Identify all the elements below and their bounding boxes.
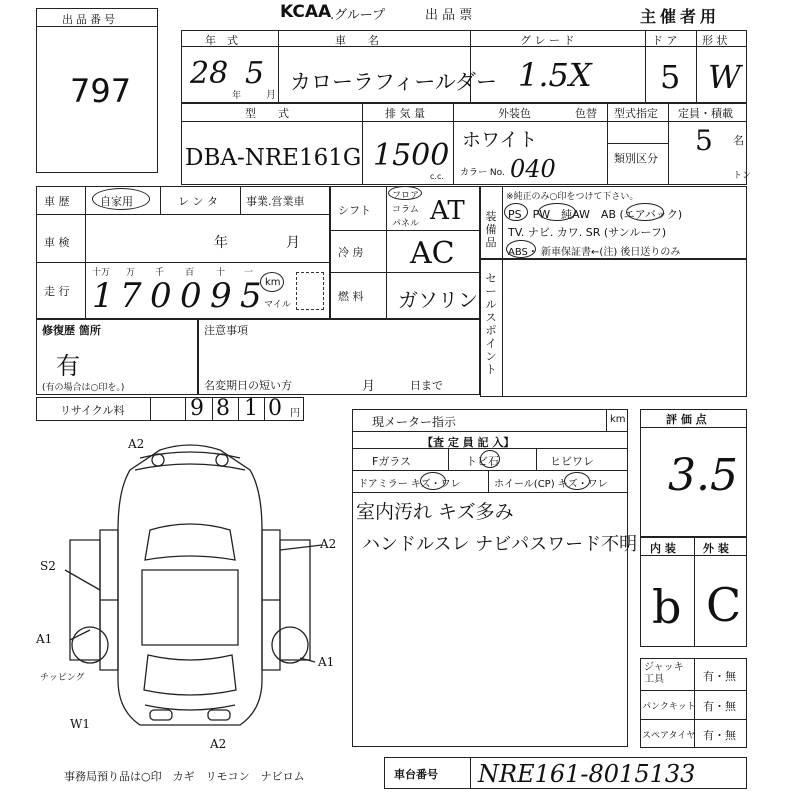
inspection-year-unit: 年 xyxy=(214,235,228,251)
digit-label-3: 百 xyxy=(185,268,195,278)
digit-label-2: 千 xyxy=(155,268,165,278)
mileage-digit-3: 0 xyxy=(180,276,202,316)
chassis-value: NRE161-8015133 xyxy=(478,760,696,788)
digit-label-0: 十万 xyxy=(92,268,111,278)
ab-circle xyxy=(626,203,664,221)
chassis-label: 車台番号 xyxy=(394,768,438,781)
recycle-digit-3: 0 xyxy=(268,396,282,421)
wheel-label: ホイール(CP) キズ・ワレ xyxy=(494,479,608,490)
mileage-digit-4: 9 xyxy=(210,276,232,316)
business-use: 事業.営業車 xyxy=(246,195,305,208)
short-period-label: 名変期日の短い方 xyxy=(204,379,292,392)
puncture-label: パンクキット xyxy=(642,702,696,712)
slip-title: 出 品 票 xyxy=(425,8,473,23)
digit-label-1: 万 xyxy=(126,268,136,278)
inspector-comment-1: 室内汚れ キズ多み xyxy=(356,501,514,523)
fuel-label: 燃 料 xyxy=(338,290,364,303)
car-name-label: 車 名 xyxy=(335,34,379,47)
equipment-label: 装備品 xyxy=(485,210,497,249)
model-value: DBA-NRE161G xyxy=(185,145,362,171)
inspector-title: 【査 定 員 記 入】 xyxy=(422,436,515,449)
color-no-value: 040 xyxy=(510,155,556,183)
shape-label: 形 状 xyxy=(702,34,728,47)
ac-value: AC xyxy=(410,236,455,271)
inspector-comment-2: ハンドルスレ ナビパスワード不明 xyxy=(362,534,638,555)
ps-circle xyxy=(504,203,528,221)
mark-bottom-left: W1 xyxy=(70,717,90,731)
shift-label: シフト xyxy=(338,204,371,217)
repair-value: 有 xyxy=(56,352,80,380)
mileage-digit-5: 5 xyxy=(240,276,262,316)
equipment-note: ※純正のみ○印をつけて下さい。 xyxy=(506,192,639,202)
sales-point-block xyxy=(480,259,747,397)
jack-answer: 有・無 xyxy=(703,670,736,683)
meter-unit: km xyxy=(610,414,626,425)
own-use: 自家用 xyxy=(100,195,133,208)
grade-label: グ レ ー ド xyxy=(520,34,575,47)
pw-circle xyxy=(538,203,576,221)
exterior-label: 外 装 xyxy=(703,542,729,555)
floor-circle xyxy=(388,186,422,200)
wheel-scratch-circle xyxy=(564,472,590,490)
km-label: km xyxy=(265,277,281,288)
mark-rear: A2 xyxy=(210,737,227,750)
model-label: 型 式 xyxy=(245,107,289,120)
ton-unit: トン xyxy=(733,171,752,181)
type-designation-label: 型式指定 xyxy=(614,107,658,120)
displacement-label: 排 気 量 xyxy=(385,107,425,120)
door-label: ド ア xyxy=(652,34,678,47)
equipment-line3: ABS・ 新車保証書←(注) 後日送りのみ xyxy=(508,247,681,258)
mileage-label: 走 行 xyxy=(44,285,70,298)
mark-front: A2 xyxy=(128,437,145,451)
mirror-scratch-circle xyxy=(420,472,446,490)
repair-note: (有の場合は○印を。) xyxy=(42,383,125,393)
recycle-label: リサイクル料 xyxy=(60,404,125,417)
spare-label: スペアタイヤ xyxy=(642,731,696,741)
year-value: 28 xyxy=(190,56,229,91)
recycle-digit-2: 1 xyxy=(244,396,258,421)
month-value: 5 xyxy=(245,56,265,91)
cc-unit: c.c. xyxy=(430,172,444,181)
shape-value: W xyxy=(708,58,741,96)
front-glass-label: Fガラス xyxy=(372,455,411,468)
shift-panel: パネル xyxy=(392,219,420,229)
shift-floor: フロア xyxy=(392,191,420,201)
mileage-digit-0: 1 xyxy=(92,276,114,316)
interior-label: 内 装 xyxy=(650,542,676,555)
capacity-label: 定員・積載 xyxy=(678,107,733,120)
car-damage-diagram xyxy=(30,430,350,750)
group-label: .グループ xyxy=(330,8,386,23)
lot-number: 797 xyxy=(70,72,132,110)
footer-left: 事務局預り品は○印 カギ リモコン ナビロム xyxy=(64,770,305,783)
recycle-digit-0: 9 xyxy=(190,396,204,421)
mark-left-rear: A1 xyxy=(36,632,53,646)
mileage-digit-1: 7 xyxy=(120,276,142,316)
shift-value: AT xyxy=(430,196,465,226)
recycle-digit-1: 8 xyxy=(216,396,230,421)
equipment-line2: TV. ナビ. カワ. SR (サンルーフ) xyxy=(508,226,667,239)
km-circle xyxy=(260,272,284,292)
ac-label: 冷 房 xyxy=(338,246,364,259)
exterior-value: C xyxy=(706,578,742,632)
interior-value: b xyxy=(652,580,682,634)
jack-label: ジャッキ 工具 xyxy=(644,662,684,685)
capacity-unit: 名 xyxy=(733,134,744,147)
shift-column: コラム xyxy=(392,205,419,215)
mile-box xyxy=(296,272,324,310)
mark-right-front: A2 xyxy=(320,537,337,551)
displacement-value: 1500 xyxy=(373,138,450,173)
door-value: 5 xyxy=(660,58,681,96)
mirror-label: ドアミラー キズ・ワレ xyxy=(358,479,461,490)
digit-label-4: 十 xyxy=(216,268,226,278)
tobi-circle xyxy=(480,450,500,468)
color-value: ホワイト xyxy=(462,129,538,151)
notes-label: 注意事項 xyxy=(204,324,248,337)
brand-logo: KCAA xyxy=(280,2,332,22)
own-use-circle xyxy=(92,188,150,210)
meter-label: 現メーター指示 xyxy=(372,415,457,429)
recycle-unit: 円 xyxy=(290,408,300,419)
rental: レ ン タ xyxy=(178,195,218,208)
equipment-line1: PS PW 純AW AB (エアバック) xyxy=(508,208,683,221)
organizer-label: 主催者用 xyxy=(640,7,721,26)
notes-day: 日まで xyxy=(410,379,443,392)
mark-right-rear: A1 xyxy=(318,655,335,669)
mile-label: マイル xyxy=(264,300,291,310)
grade-value: 1.5X xyxy=(518,56,592,94)
history-label: 車 歴 xyxy=(44,195,70,208)
color-no-label: カラー No. xyxy=(460,168,505,178)
score-label: 評 価 点 xyxy=(666,413,707,426)
mileage-digit-2: 0 xyxy=(150,276,172,316)
repair-label: 修復歴 箇所 xyxy=(42,324,101,337)
puncture-answer: 有・無 xyxy=(703,700,736,713)
hibi-label: ヒビワレ xyxy=(550,455,594,468)
mark-left-front: S2 xyxy=(40,559,56,573)
capacity-value: 5 xyxy=(695,124,713,157)
score-value: 3.5 xyxy=(668,450,738,501)
inspection-label: 車 検 xyxy=(44,236,70,249)
notes-month: 月 xyxy=(362,379,376,394)
car-name-value: カローラフィールダー xyxy=(290,70,498,94)
color-label: 外装色 xyxy=(498,107,531,120)
year-label: 年 式 xyxy=(205,34,238,47)
mark-chipping: チッピング xyxy=(40,673,85,683)
year-unit: 年 xyxy=(232,91,242,101)
abs-circle xyxy=(506,240,536,258)
tobi-label: トビ石 xyxy=(466,455,499,468)
spare-answer: 有・無 xyxy=(703,729,736,742)
class-label: 類別区分 xyxy=(614,152,658,165)
sales-point-label: セールスポイント xyxy=(485,272,497,376)
fuel-value: ガソリン xyxy=(398,288,478,312)
lot-label: 出品番号 xyxy=(62,13,118,26)
color-change-label: 色替 xyxy=(575,107,597,120)
digit-label-5: 一 xyxy=(244,268,254,278)
month-unit: 月 xyxy=(266,90,276,101)
inspection-month-unit: 月 xyxy=(286,235,300,251)
